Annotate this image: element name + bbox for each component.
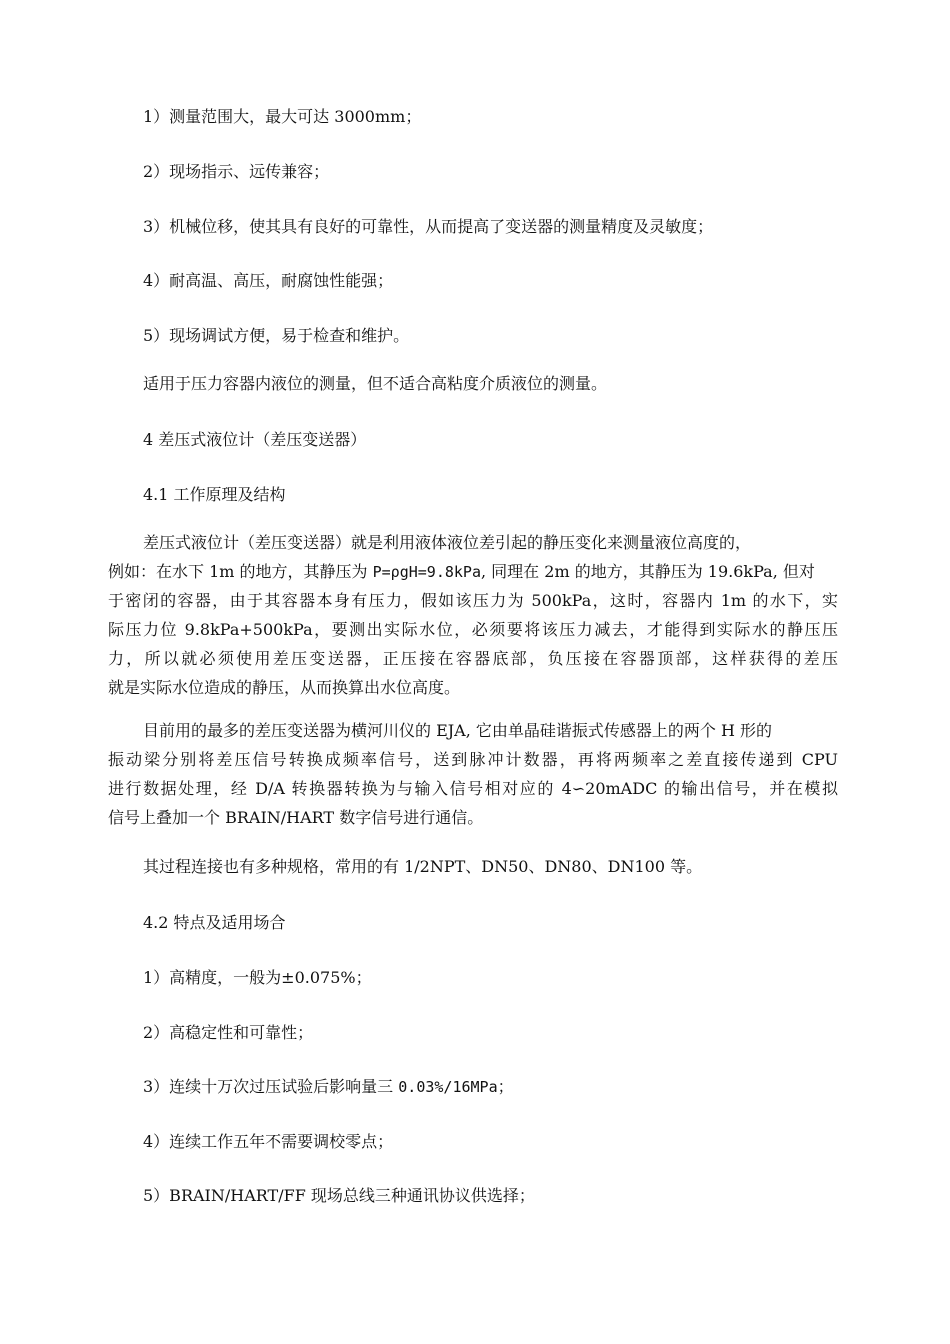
- paragraph-line: 差压式液位计（差压变送器）就是利用液体液位差引起的静压变化来测量液位高度的，: [143, 533, 752, 552]
- paragraph-line: 例如：在水下 1m 的地方，其静压为 P=ρgH=9.8kPa, 同理在 2m 的地方，其静压为 19.6kPa, 但对: [108, 562, 815, 581]
- section-4-2-heading: 4.2 特点及适用场合: [143, 913, 286, 932]
- suitability-text: 适用于压力容器内液位的测量，但不适合高粘度介质液位的测量。: [143, 374, 608, 393]
- principle-paragraph: [108, 528, 838, 702]
- list-item-overpressure: 3）连续十万次过压试验后影响量三 0.03%/16MPa；: [143, 1077, 514, 1096]
- paragraph-line: 就是实际水位造成的静压，从而换算出水位高度。: [108, 678, 461, 697]
- section-4-1-heading: 4.1 工作原理及结构: [143, 485, 286, 504]
- list-item-mechanical: 3）机械位移，使其具有良好的可靠性，从而提高了变送器的测量精度及灵敏度；: [143, 217, 714, 236]
- connections-text: 其过程连接也有多种规格，常用的有 1/2NPT、DN50、DN80、DN100 等。: [143, 857, 703, 876]
- list-item-resistance: 4）耐高温、高压，耐腐蚀性能强；: [143, 271, 394, 290]
- list-item-zero-point: 4）连续工作五年不需要调校零点；: [143, 1132, 394, 1151]
- section-4-heading: 4 差压式液位计（差压变送器）: [143, 430, 367, 449]
- list-item-protocols: 5）BRAIN/HART/FF 现场总线三种通讯协议供选择；: [143, 1186, 535, 1205]
- eja-paragraph: [108, 716, 838, 832]
- list-item-stability: 2）高稳定性和可靠性；: [143, 1023, 314, 1042]
- paragraph-line: 振动梁分别将差压信号转换成频率信号，送到脉冲计数器，再将两频率之差直接传递到 CPU: [108, 750, 838, 769]
- list-item-maintenance: 5）现场调试方便，易于检查和维护。: [143, 326, 410, 345]
- paragraph-line: 于密闭的容器，由于其容器本身有压力，假如该压力为 500kPa，这时，容器内 1m 的水下，实: [108, 591, 838, 610]
- paragraph-line: 目前用的最多的差压变送器为横河川仪的 EJA, 它由单晶硅谐振式传感器上的两个 H 形的: [143, 721, 773, 740]
- formula-text: P=ρgH=9.8kPa: [372, 563, 481, 581]
- list-item-range: 1）测量范围大，最大可达 3000mm；: [143, 107, 422, 126]
- spec-value: 0.03%/16MPa: [398, 1078, 498, 1096]
- list-item-compatibility: 2）现场指示、远传兼容；: [143, 162, 330, 181]
- list-item-accuracy: 1）高精度，一般为±0.075%；: [143, 968, 372, 987]
- paragraph-line: 际压力位 9.8kPa+500kPa，要测出实际水位，必须要将该压力减去，才能得到实际水的静压压: [108, 620, 838, 639]
- paragraph-line: 进行数据处理，经 D/A 转换器转换为与输入信号相对应的 4∽20mADC 的输出信号，并在模拟: [108, 779, 838, 798]
- paragraph-line: 信号上叠加一个 BRAIN/HART 数字信号进行通信。: [108, 808, 484, 827]
- paragraph-line: 力，所以就必须使用差压变送器，正压接在容器底部，负压接在容器顶部，这样获得的差压: [108, 649, 838, 668]
